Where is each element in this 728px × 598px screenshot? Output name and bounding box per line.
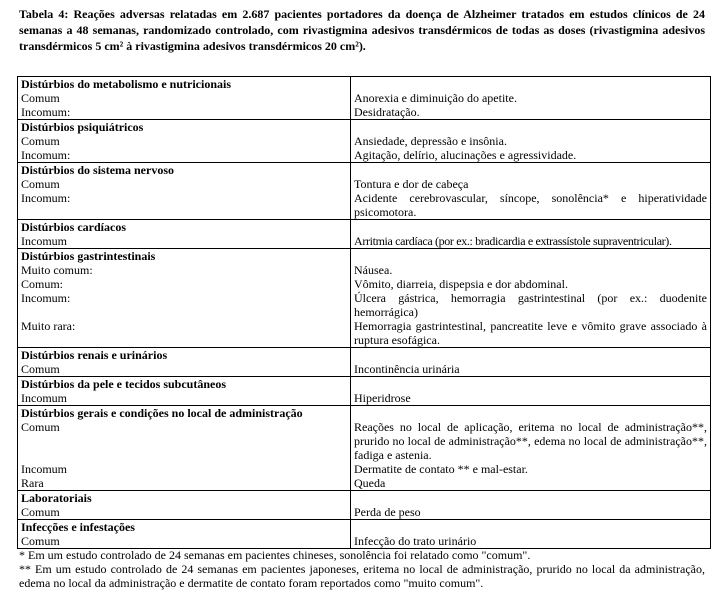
section-header: Distúrbios do metabolismo e nutricionais [21, 77, 232, 91]
section-header: Distúrbios gerais e condições no local de administração [21, 406, 303, 420]
section-cell [18, 249, 351, 348]
frequency-label: Incomum [21, 234, 67, 248]
adverse-reactions-table [17, 76, 711, 549]
table-row [18, 491, 711, 520]
reaction-text: Agitação, delírio, alucinações e agressividade. [354, 148, 577, 162]
table-row [18, 377, 711, 406]
reaction-cell [351, 77, 711, 120]
reaction-text: Hiperidrose [354, 391, 411, 405]
table-row [18, 220, 711, 249]
section-header: Distúrbios cardíacos [21, 220, 126, 234]
reaction-text: Perda de peso [354, 505, 421, 519]
reaction-cell [351, 520, 711, 549]
reaction-cell [351, 377, 711, 406]
table-row [18, 163, 711, 220]
frequency-label: Comum [21, 134, 60, 148]
section-cell [18, 520, 351, 549]
reaction-text: Hemorragia gastrintestinal, pancreatite leve e vômito grave associado à ruptura esofágica. [354, 319, 707, 347]
table-row [18, 520, 711, 549]
section-header: Distúrbios da pele e tecidos subcutâneos [21, 377, 227, 391]
reaction-text: Ansiedade, depressão e insônia. [354, 134, 507, 148]
reaction-text: Náusea. [354, 263, 393, 277]
section-header: Distúrbios psiquiátricos [21, 120, 144, 134]
reaction-cell [351, 163, 711, 220]
reaction-text: Arritmia cardíaca (por ex.: bradicardia e extrassístole supraventricular). [354, 234, 672, 248]
section-cell [18, 163, 351, 220]
frequency-label: Comum [21, 505, 60, 519]
section-cell [18, 220, 351, 249]
table-row [18, 406, 711, 491]
section-cell [18, 348, 351, 377]
section-cell [18, 120, 351, 163]
section-header: Distúrbios gastrintestinais [21, 249, 156, 263]
reaction-cell [351, 249, 711, 348]
table-caption: Tabela 4: Reações adversas relatadas em 2.687 pacientes portadores da doença de Alzheimer tratados em estudos clínicos de 24 semanas a 48 semanas, randomizado controlado, com rivastigmina adesivos transdérmicos de todas as doses (rivastigmina adesivos transdérmicos 5 cm² à rivastigmina adesivos transdérmicos 20 cm²). [19, 7, 705, 53]
frequency-label: Comum [21, 420, 60, 434]
section-cell [18, 377, 351, 406]
frequency-label: Incomum: [21, 148, 71, 162]
frequency-label: Incomum: [21, 291, 71, 305]
footnote: * Em um estudo controlado de 24 semanas em pacientes chineses, sonolência foi relatado como "comum". [19, 548, 531, 562]
reaction-cell [351, 491, 711, 520]
frequency-label: Incomum [21, 462, 67, 476]
frequency-label: Incomum: [21, 191, 71, 205]
reaction-cell [351, 406, 711, 491]
section-header: Distúrbios do sistema nervoso [21, 163, 175, 177]
frequency-label: Comum [21, 91, 60, 105]
reaction-text: Desidratação. [354, 105, 420, 119]
reaction-text: Vômito, diarreia, dispepsia e dor abdominal. [354, 277, 568, 291]
section-header: Distúrbios renais e urinários [21, 348, 168, 362]
section-header: Infecções e infestações [21, 520, 135, 534]
table-row [18, 77, 711, 120]
section-cell [18, 491, 351, 520]
table-row [18, 348, 711, 377]
frequency-label: Comum [21, 177, 60, 191]
frequency-label: Incomum [21, 391, 67, 405]
reaction-text: Acidente cerebrovascular, síncope, sonolência* e hiperatividade psicomotora. [354, 191, 707, 219]
reaction-cell [351, 348, 711, 377]
frequency-label: Rara [21, 476, 44, 490]
footnote: ** Em um estudo controlado de 24 semanas em pacientes japoneses, eritema no local de administração, prurido no local da administração, edema no local da administração e dermatite de contato foram reportados como "muito comum". [19, 562, 705, 590]
reaction-text: Queda [354, 476, 386, 490]
section-header: Laboratoriais [21, 491, 92, 505]
reaction-text: Tontura e dor de cabeça [354, 177, 469, 191]
reaction-text: Reações no local de aplicação, eritema no local de administração**, prurido no local de administração**, edema no local de administração**, fadiga e astenia. [354, 420, 707, 462]
reaction-cell [351, 220, 711, 249]
frequency-label: Muito rara: [21, 319, 76, 333]
frequency-label: Comum [21, 362, 60, 376]
section-cell [18, 77, 351, 120]
reaction-text: Úlcera gástrica, hemorragia gastrintestinal (por ex.: duodenite hemorrágica) [354, 291, 707, 319]
table-row [18, 120, 711, 163]
footnotes [19, 548, 705, 590]
reaction-cell [351, 120, 711, 163]
frequency-label: Muito comum: [21, 263, 93, 277]
frequency-label: Comum: [21, 277, 64, 291]
reaction-text: Anorexia e diminuição do apetite. [354, 91, 517, 105]
frequency-label: Incomum: [21, 105, 71, 119]
reaction-text: Incontinência urinária [354, 362, 460, 376]
section-cell [18, 406, 351, 491]
reaction-text: Dermatite de contato ** e mal-estar. [354, 462, 528, 476]
frequency-label: Comum [21, 534, 60, 548]
reaction-text: Infecção do trato urinário [354, 534, 477, 548]
table-row [18, 249, 711, 348]
